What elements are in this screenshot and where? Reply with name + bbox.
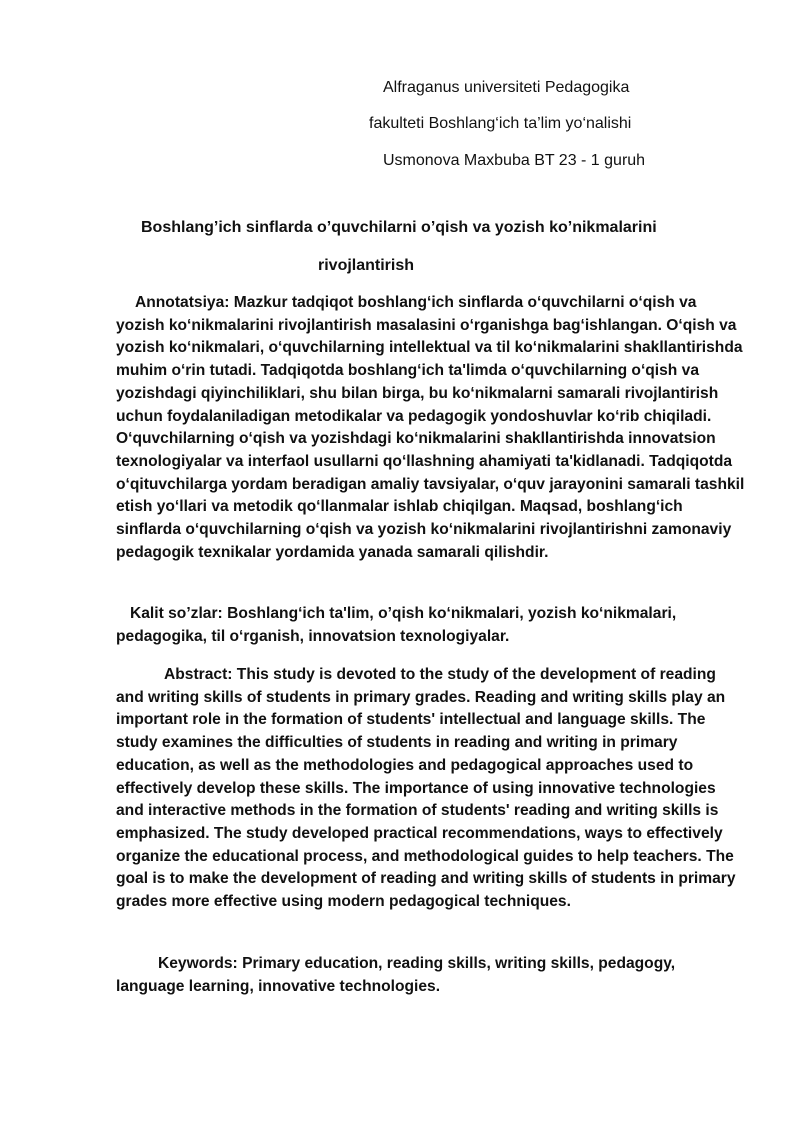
- keywords-en-label: Keywords:: [158, 955, 238, 972]
- university-name: Alfraganus universiteti Pedagogika: [383, 79, 630, 96]
- keywords-en-text: Primary education, reading skills, writing skills, pedagogy, language learning, innovative technologies.: [116, 955, 676, 995]
- paper-title-line-1: Boshlang’ich sinflarda o’quvchilarni o’qish va yozish ko’nikmalarini: [141, 219, 657, 236]
- keywords-en-paragraph: [116, 953, 746, 998]
- paper-title-line-2: rivojlantirish: [318, 257, 415, 274]
- keywords-uz-paragraph: [116, 603, 746, 648]
- abstract-paragraph: [116, 664, 746, 914]
- abstract-label: Abstract:: [164, 666, 233, 683]
- author-name: Usmonova Maxbuba BT 23 - 1 guruh: [383, 152, 646, 169]
- annotation-paragraph: [116, 292, 746, 564]
- annotation-text: Mazkur tadqiqot boshlang‘ich sinflarda o‘quvchilarni o‘qish va yozish ko‘nikmalarini rivojlantirish masalasini o‘rganishga bag‘ishlangan. O‘qish va yozish ko‘nikmalari, o‘quvchilarning intellektual va til ko‘nikmalarini shakllantirishda muhim o‘rin tutadi. Tadqiqotda boshlang‘ich ta'limda o‘quvchilarning o‘qish va yozishdagi qiyinchiliklari, shu bilan birga, bu ko‘nikmalarni samarali rivojlantirish uchun foydalaniladigan metodikalar va pedagogik yondoshuvlar ko‘rib chiqiladi. O‘quvchilarning o‘qish va yozishdagi ko‘nikmalarini shakllantirishda innovatsion texnologiyalar va interfaol usullarni qo‘llashning ahamiyati ta'kidlanadi. Tadqiqotda o‘qituvchilarga yordam beradigan amaliy tavsiyalar, o‘quv jarayonini samarali tashkil etish yo‘llari va metodik qo‘llanmalar ishlab chiqilgan. Maqsad, boshlang‘ich sinflarda o‘quvchilarning o‘qish va yozish ko‘nikmalarini rivojlantirishni zamonaviy pedagogik texnikalar yordamida yanada samarali qilishdir.: [116, 294, 745, 561]
- keywords-uz-text: Boshlang‘ich ta'lim, o’qish ko‘nikmalari, yozish ko‘nikmalari, pedagogika, til o‘rganish, innovatsion texnologiyalar.: [116, 605, 677, 645]
- abstract-text: This study is devoted to the study of the development of reading and writing skills of students in primary grades. Reading and writing skills play an important role in the formation of students' intellectual and language skills. The study examines the difficulties of students in reading and writing in primary education, as well as the methodologies and pedagogical approaches used to effectively develop these skills. The importance of using innovative technologies and interactive methods in the formation of students' reading and writing skills is emphasized. The study developed practical recommendations, ways to effectively organize the educational process, and methodological guides to help teachers. The goal is to make the development of reading and writing skills of students in primary grades more effective using modern pedagogical techniques.: [116, 666, 736, 911]
- keywords-uz-label: Kalit so’zlar:: [130, 605, 223, 622]
- annotation-label: Annotatsiya:: [135, 294, 230, 311]
- faculty-name: fakulteti Boshlang‘ich ta’lim yo‘nalishi: [369, 115, 632, 132]
